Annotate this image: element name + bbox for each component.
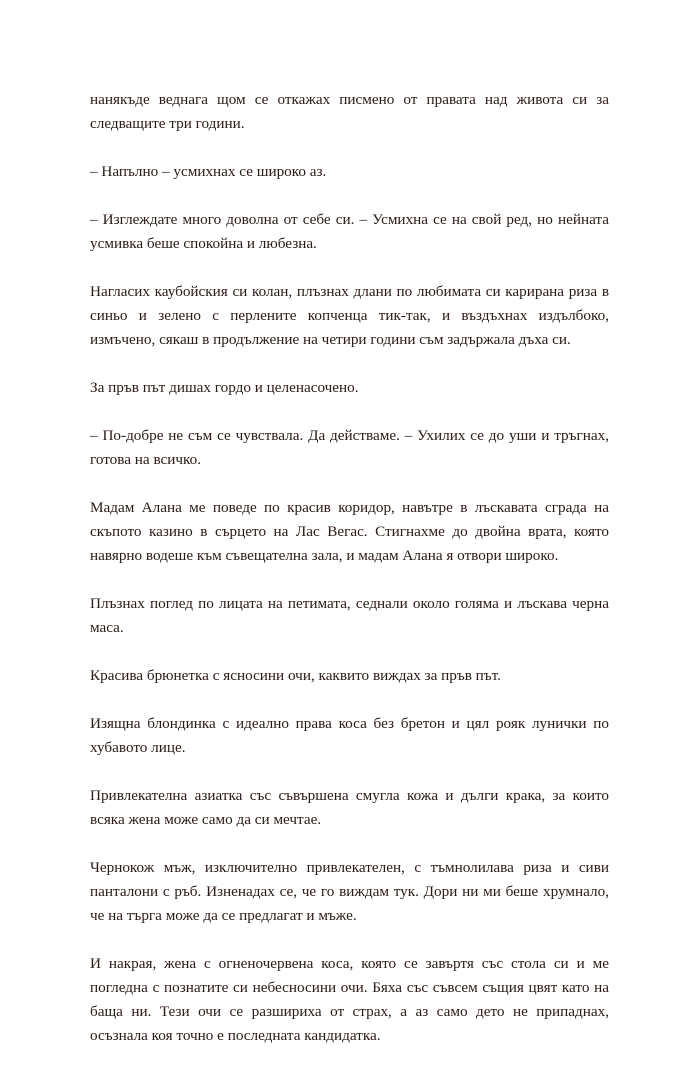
paragraph: Красива брюнетка с ясносини очи, каквито виждах за пръв път. — [90, 667, 501, 684]
paragraph: Изящна блондинка с идеално права коса без бретон и цял рояк лунички по хубавото лице. — [90, 715, 609, 756]
paragraph: – Изглеждате много доволна от себе си. – Усмихна се на свой ред, но нейната усмивка беше спокойна и любезна. — [90, 211, 609, 252]
paragraph: За пръв път дишах гордо и целенасочено. — [90, 379, 359, 396]
paragraph: Чернокож мъж, изключително привлекателен, с тъмнолилава риза и сиви панталони с ръб. Изненадах се, че го виждам тук. Дори ни ми беше хрумнало, че на търга може да се предлагат и мъже. — [90, 859, 609, 924]
paragraph: нанякъде веднага щом се откажах писмено от правата над живота си за следващите три години. — [90, 91, 609, 132]
paragraph: – Напълно – усмихнах се широко аз. — [90, 163, 327, 180]
body-text — [90, 88, 609, 1072]
paragraph: Привлекателна азиатка със съвършена смугла кожа и дълги крака, за които всяка жена може само да си мечтае. — [90, 787, 609, 828]
paragraph: – По-добре не съм се чувствала. Да действаме. – Ухилих се до уши и тръгнах, готова на всичко. — [90, 427, 609, 468]
paragraph: Мадам Алана ме поведе по красив коридор, навътре в лъскавата сграда на скъпото казино в сърцето на Лас Вегас. Стигнахме до двойна врата, която навярно водеше към съвещателна зала, и мадам Алана я отвори широко. — [90, 499, 609, 564]
paragraph: Плъзнах поглед по лицата на петимата, седнали около голяма и лъскава черна маса. — [90, 595, 609, 636]
paragraph: Нагласих каубойския си колан, плъзнах длани по любимата си карирана риза в синьо и зелено с перлените копченца тик-так, и въздъхнах издълбоко, измъчено, сякаш в продължение на четири години съм задържала дъха си. — [90, 283, 609, 348]
paragraph: И накрая, жена с огненочервена коса, която се завъртя със стола си и ме погледна с познатите си небесносини очи. Бяха със съвсем същия цвят като на баща ни. Тези очи се разшириха от страх, а аз само дето не припаднах, осъзнала коя точно е последната кандидатка. — [90, 955, 609, 1044]
